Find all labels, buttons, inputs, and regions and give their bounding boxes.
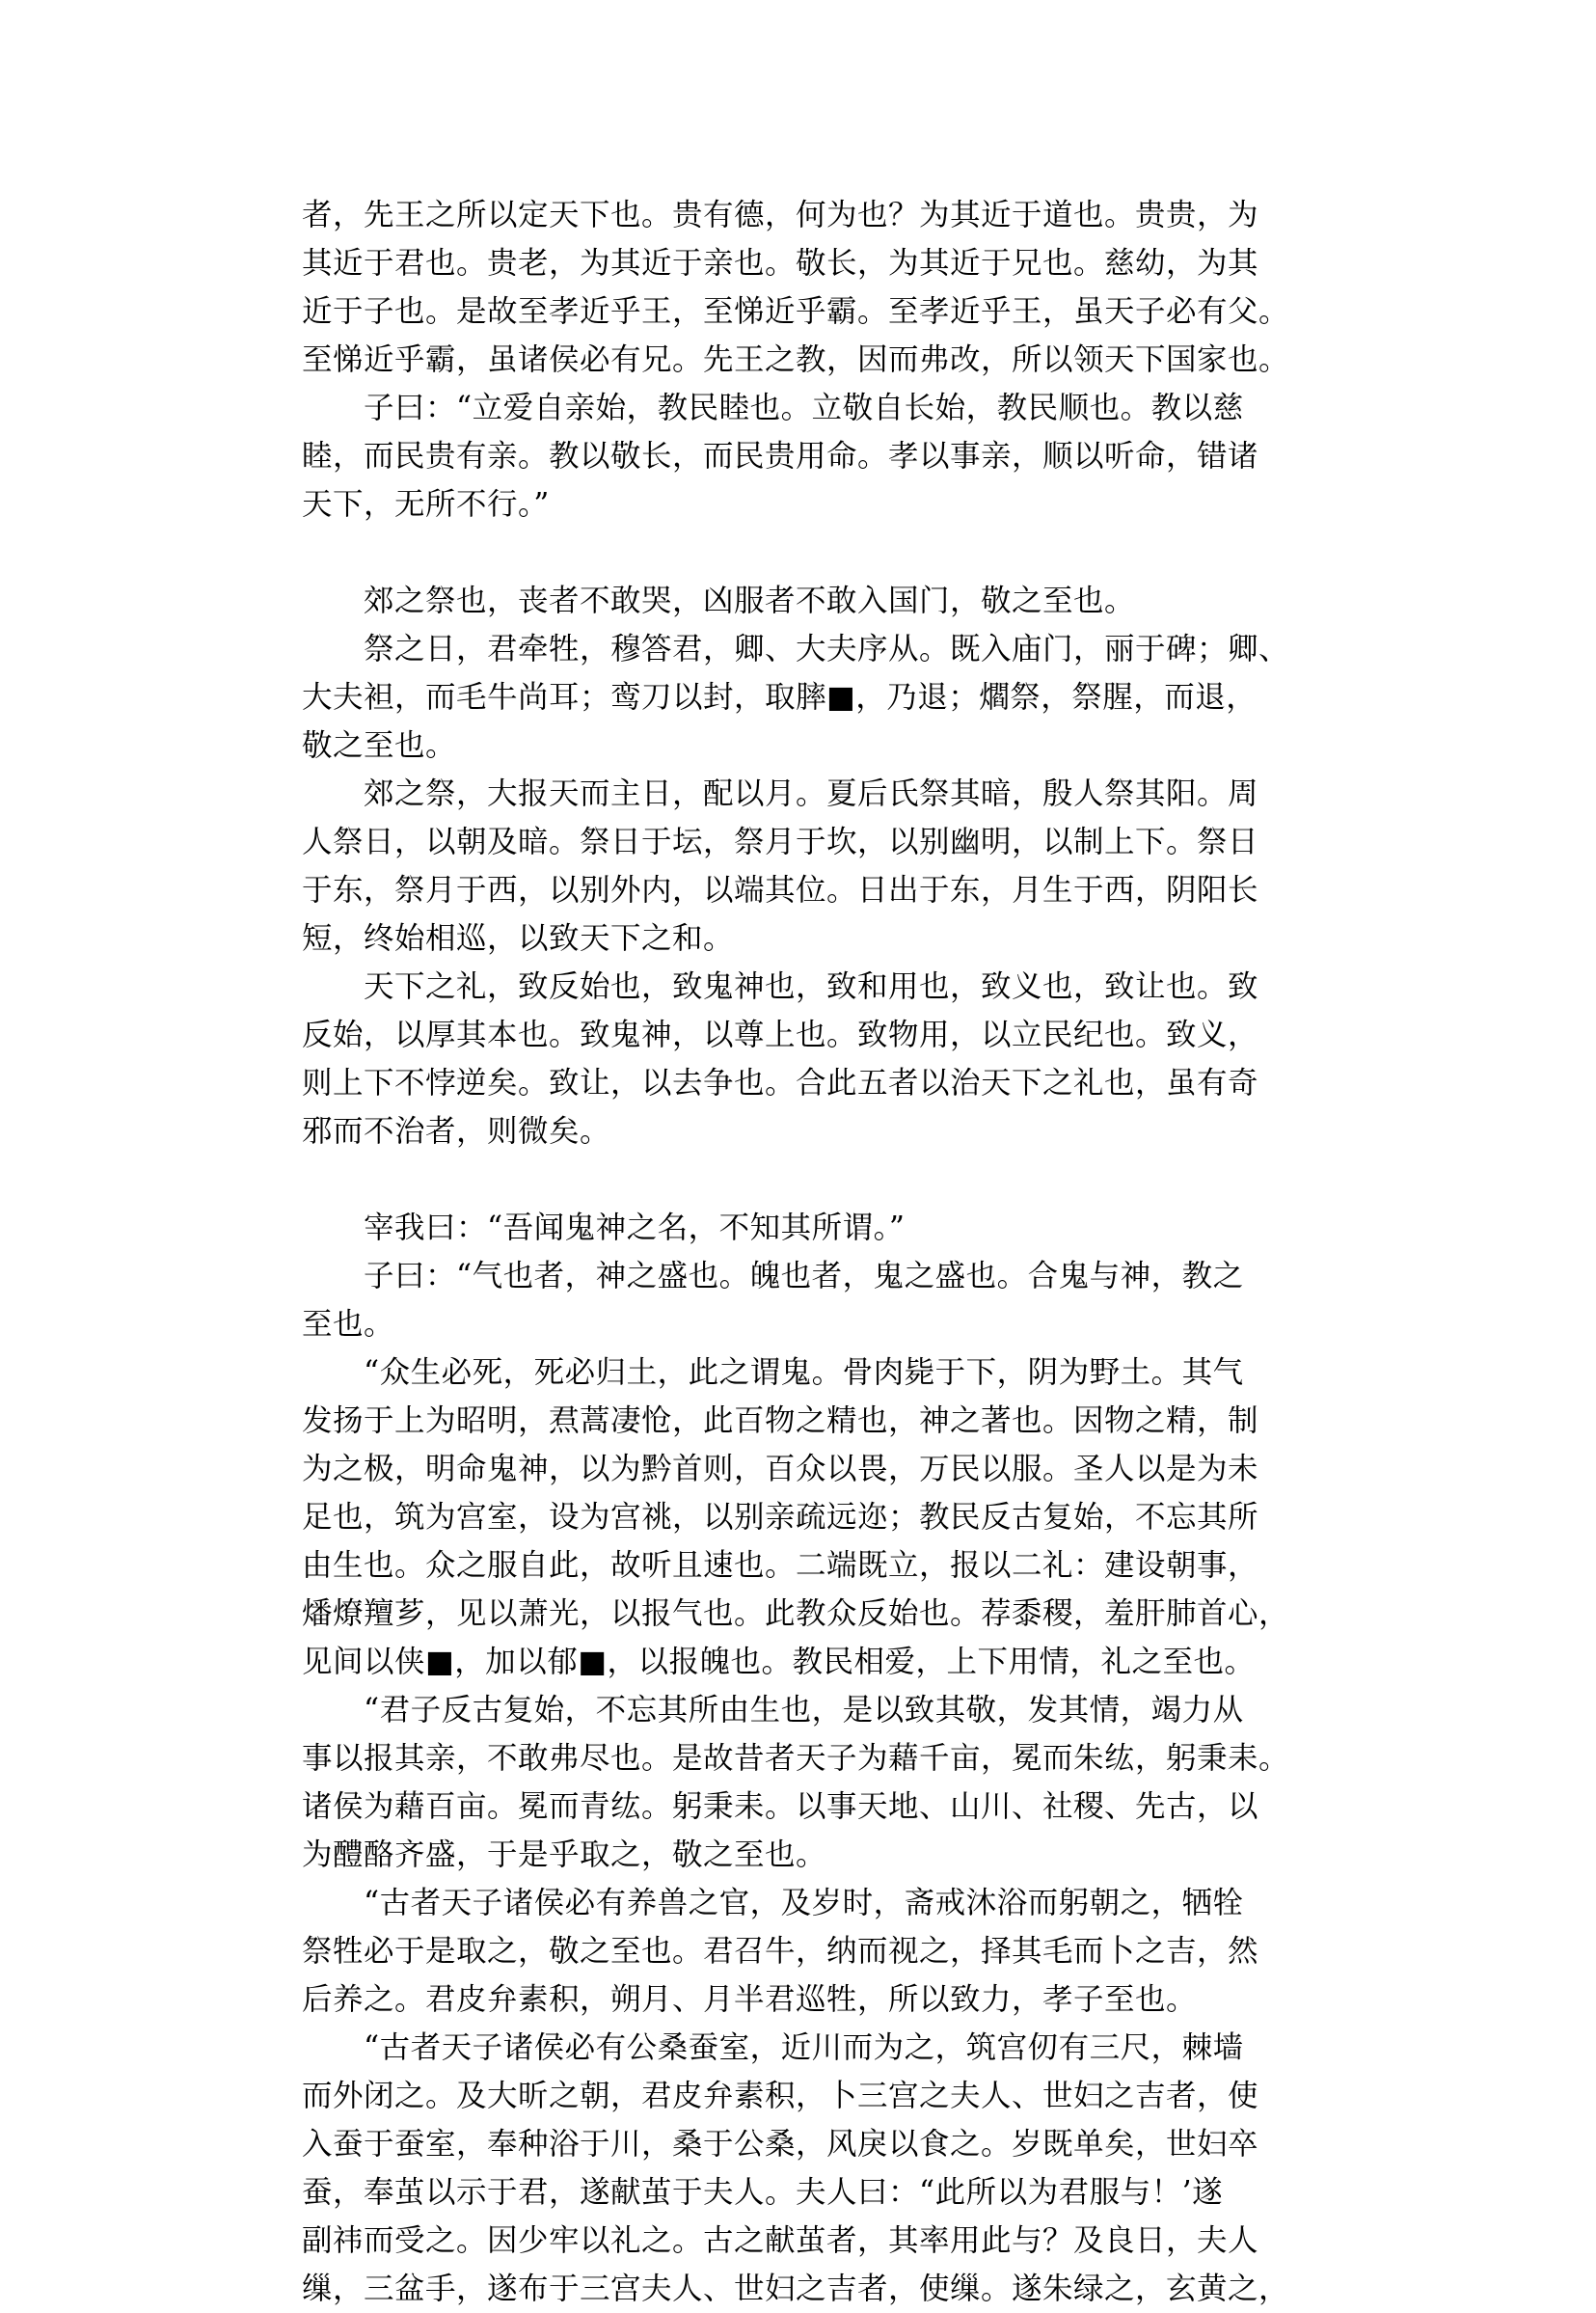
text-body — [302, 191, 1305, 2313]
text-line: 天下，无所不行。” — [302, 487, 550, 522]
paragraph — [302, 1252, 1305, 1348]
text-line: 入蚕于蚕室，奉种浴于川，桑于公桑，风戾以食之。岁既单矣，世妇卒 — [302, 2127, 1259, 2162]
paragraph — [302, 577, 1305, 625]
paragraph — [302, 770, 1305, 963]
text-line: 反始，以厚其本也。致鬼神，以尊上也。致物用，以立民纪也。致义， — [302, 1018, 1259, 1052]
paragraph — [302, 963, 1305, 1156]
text-line: “君子反古复始，不忘其所由生也，是以致其敬，发其情，竭力从 — [364, 1693, 1244, 1728]
text-line: 于东，祭月于西，以别外内，以端其位。日出于东，月生于西，阴阳长 — [302, 873, 1259, 908]
text-line: 短，终始相巡，以致天下之和。 — [302, 921, 735, 956]
text-line: 郊之祭也，丧者不敢哭，凶服者不敢入国门，敬之至也。 — [364, 584, 1136, 618]
text-line: 足也，筑为宫室，设为宫祧，以别亲疏远迩；教民反古复始，不忘其所 — [302, 1500, 1259, 1535]
text-line: 天下之礼，致反始也，致鬼神也，致和用也，致义也，致让也。致 — [364, 969, 1259, 1004]
text-line: “古者天子诸侯必有养兽之官，及岁时，斋戒沐浴而躬朝之，牺牷 — [364, 1886, 1244, 1920]
paragraph — [302, 1204, 1305, 1252]
text-line: 至悌近乎霸，虽诸侯必有兄。先王之教，因而弗改，所以领天下国家也。 — [302, 342, 1290, 377]
text-line: 敬之至也。 — [302, 728, 457, 763]
text-line: 后养之。君皮弁素积，朔月、月半君巡牲，所以致力，孝子至也。 — [302, 1982, 1198, 2017]
paragraph — [302, 1879, 1305, 2024]
text-line: 而外闭之。及大昕之朝，君皮弁素积，卜三宫之夫人、世妇之吉者，使 — [302, 2079, 1259, 2113]
text-line: 则上下不悖逆矣。致让，以去争也。合此五者以治天下之礼也，虽有奇 — [302, 1066, 1259, 1101]
section-break — [302, 529, 1305, 577]
text-line: 燔燎羶芗，见以萧光，以报气也。此教众反始也。荐黍稷，羞肝肺首心， — [302, 1596, 1290, 1631]
text-line: “众生必死，死必归土，此之谓鬼。骨肉毙于下，阴为野土。其气 — [364, 1355, 1244, 1390]
text-line: 者，先王之所以定天下也。贵有德，何为也？为其近于道也。贵贵，为 — [302, 198, 1259, 232]
text-line: 郊之祭，大报天而主日，配以月。夏后氏祭其暗，殷人祭其阳。周 — [364, 776, 1259, 811]
text-line: 至也。 — [302, 1307, 395, 1342]
text-line: 邪而不治者，则微矣。 — [302, 1114, 611, 1149]
text-line: 为醴酪齐盛，于是乎取之，敬之至也。 — [302, 1837, 827, 1872]
text-line: 祭之日，君牵牲，穆答君，卿、大夫序从。既入庙门，丽于碑；卿、 — [364, 632, 1290, 667]
paragraph — [302, 2024, 1305, 2313]
text-line: 副祎而受之。因少牢以礼之。古之献茧者，其率用此与？及良日，夫人 — [302, 2223, 1259, 2258]
paragraph — [302, 191, 1305, 384]
text-line: 睦，而民贵有亲。教以敬长，而民贵用命。孝以事亲，顺以听命，错诸 — [302, 439, 1259, 474]
text-line: 蚕，奉茧以示于君，遂献茧于夫人。夫人曰：“此所以为君服与！’遂 — [302, 2175, 1224, 2210]
paragraph — [302, 1348, 1305, 1686]
text-line: 为之极，明命鬼神，以为黔首则，百众以畏，万民以服。圣人以是为未 — [302, 1452, 1259, 1486]
text-line: 缫，三盆手，遂布于三宫夫人、世妇之吉者，使缫。遂朱绿之，玄黄之， — [302, 2272, 1290, 2306]
text-line: 诸侯为藉百亩。冕而青纮。躬秉耒。以事天地、山川、社稷、先古，以 — [302, 1789, 1259, 1824]
text-line: 宰我曰：“吾闻鬼神之名，不知其所谓。” — [364, 1211, 906, 1245]
text-line: 大夫袒，而毛牛尚耳；鸾刀以封，取膟■，乃退；爓祭，祭腥，而退， — [302, 680, 1258, 715]
paragraph — [302, 384, 1305, 529]
text-line: 发扬于上为昭明，焄蒿凄怆，此百物之精也，神之著也。因物之精，制 — [302, 1403, 1259, 1438]
paragraph — [302, 1686, 1305, 1879]
text-line: 事以报其亲，不敢弗尽也。是故昔者天子为藉千亩，冕而朱纮，躬秉耒。 — [302, 1741, 1290, 1776]
text-line: 由生也。众之服自此，故听且速也。二端既立，报以二礼：建设朝事， — [302, 1548, 1259, 1583]
text-line: 祭牲必于是取之，敬之至也。君召牛，纳而视之，择其毛而卜之吉，然 — [302, 1934, 1259, 1969]
text-line: 子曰：“气也者，神之盛也。魄也者，鬼之盛也。合鬼与神，教之 — [364, 1259, 1244, 1293]
text-line: 近于子也。是故至孝近乎王，至悌近乎霸。至孝近乎王，虽天子必有父。 — [302, 294, 1290, 329]
section-break — [302, 1156, 1305, 1204]
text-line: “古者天子诸侯必有公桑蚕室，近川而为之，筑宫仞有三尺，棘墙 — [364, 2030, 1244, 2065]
text-line: 其近于君也。贵老，为其近于亲也。敬长，为其近于兄也。慈幼，为其 — [302, 246, 1259, 281]
text-line: 子曰：“立爱自亲始，教民睦也。立敬自长始，教民顺也。教以慈 — [364, 391, 1244, 425]
text-line: 人祭日，以朝及暗。祭日于坛，祭月于坎，以别幽明，以制上下。祭日 — [302, 825, 1259, 859]
paragraph — [302, 625, 1305, 770]
text-line: 见间以侠■，加以郁■，以报魄也。教民相爱，上下用情，礼之至也。 — [302, 1645, 1256, 1679]
